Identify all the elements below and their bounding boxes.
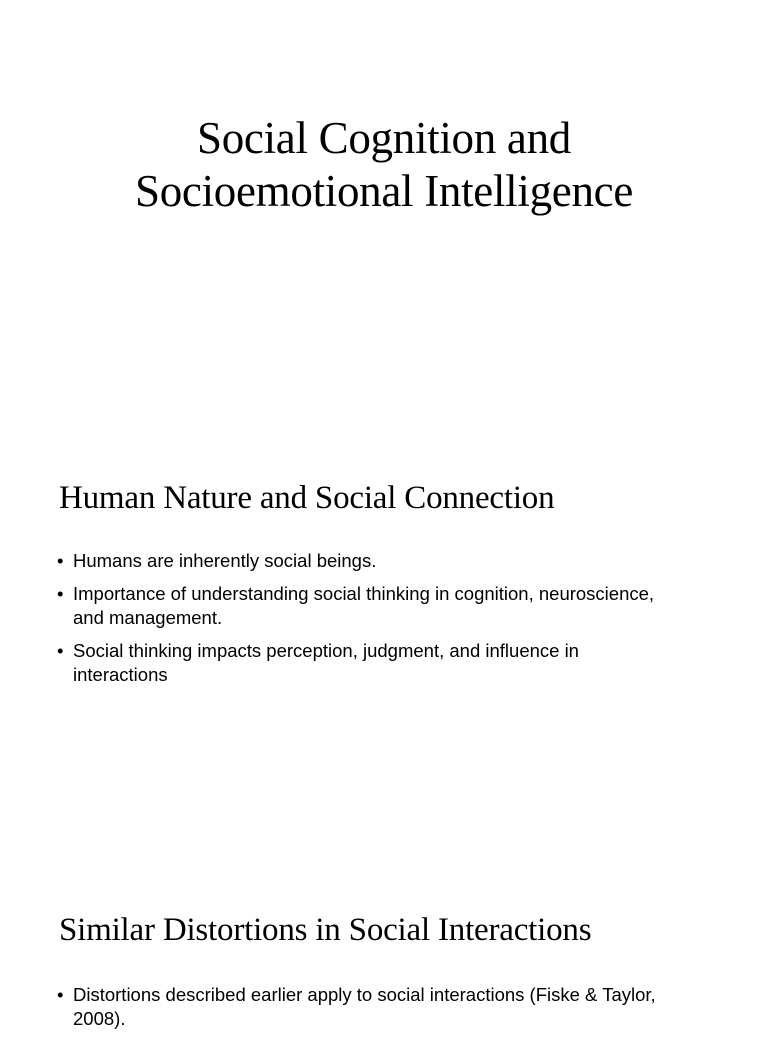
bullet-list (57, 549, 657, 696)
bullet-dot-icon: • (57, 583, 64, 604)
bullet-text: Social thinking impacts perception, judgment, and influence in interactions (73, 640, 579, 685)
bullet-item (57, 639, 657, 687)
bullet-dot-icon: • (57, 550, 64, 571)
bullet-item (57, 582, 657, 630)
title-line-1: Social Cognition and (197, 113, 571, 163)
title-slide (0, 0, 768, 300)
bullet-text: Distortions described earlier apply to social interactions (Fiske & Taylor, 2008). (73, 984, 656, 1029)
bullet-text: Humans are inherently social beings. (73, 550, 377, 571)
slide-heading: Similar Distortions in Social Interactions (59, 912, 592, 948)
slide-heading: Human Nature and Social Connection (59, 480, 555, 516)
bullet-dot-icon: • (57, 984, 64, 1005)
title-line-2: Socioemotional Intelligence (135, 166, 633, 216)
bullet-text: Importance of understanding social thinking in cognition, neuroscience, and management. (73, 583, 655, 628)
presentation-title (0, 112, 768, 218)
bullet-dot-icon: • (57, 640, 64, 661)
bullet-item (57, 549, 657, 573)
bullet-list (57, 983, 657, 1040)
